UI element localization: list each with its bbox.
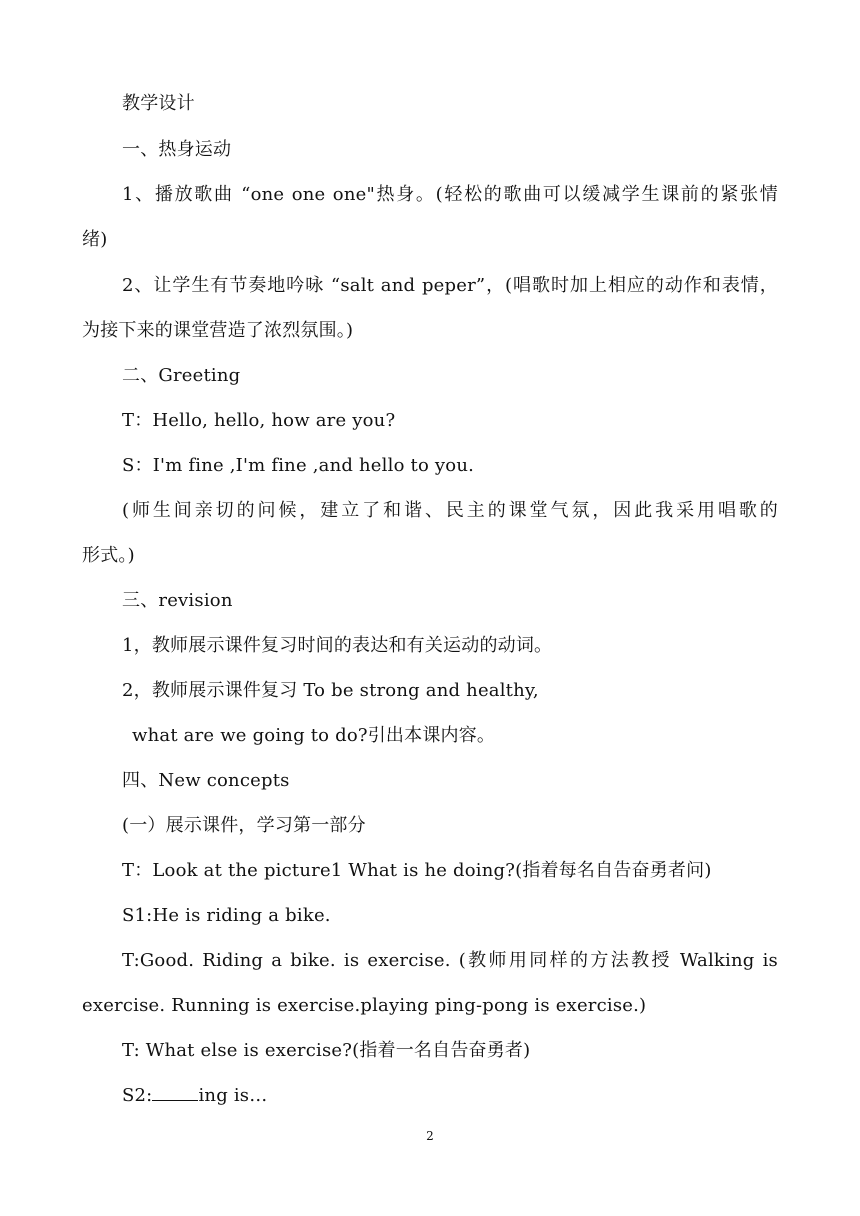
dialogue-teacher-else: T: What else is exercise?(指着一名自告奋勇者)	[122, 1040, 531, 1061]
fill-in-blank	[152, 1084, 198, 1101]
heading-teaching-design: 教学设计	[122, 93, 195, 114]
page-number: 2	[426, 1129, 434, 1143]
subsection-part-one: (一）展示课件，学习第一部分	[122, 815, 366, 836]
paragraph-chant-line-1: 2、让学生有节奏地吟咏 “salt and peper”，(唱歌时加上相应的动作和表情，	[122, 275, 778, 296]
section-new-concepts: 四、New concepts	[122, 770, 290, 791]
dialogue-student-blank	[122, 1084, 267, 1108]
revision-item-2: 2，教师展示课件复习 To be strong and healthy,	[122, 680, 539, 701]
section-warm-up: 一、热身运动	[122, 139, 232, 160]
revision-question: what are we going to do?引出本课内容。	[132, 725, 496, 746]
dialogue-teacher-picture: T：Look at the picture1 What is he doing?(指着每名自告奋勇者问)	[122, 860, 712, 881]
student-two-label: S2:	[122, 1085, 153, 1106]
section-greeting: 二、Greeting	[122, 365, 241, 386]
paragraph-exercise-line-2: exercise. Running is exercise.playing ping-pong is exercise.)	[82, 995, 647, 1016]
dialogue-student-riding: S1:He is riding a bike.	[122, 905, 331, 926]
paragraph-song-line-1: 1、播放歌曲 “one one one"热身。(轻松的歌曲可以缓减学生课前的紧张情	[122, 184, 778, 205]
paragraph-greeting-note-line-2: 形式。)	[82, 545, 135, 566]
section-revision: 三、revision	[122, 590, 233, 611]
revision-item-1: 1，教师展示课件复习时间的表达和有关运动的动词。	[122, 635, 553, 656]
paragraph-song-line-2: 绪)	[82, 229, 108, 250]
dialogue-student-greeting: S：I'm fine ,I'm fine ,and hello to you.	[122, 455, 475, 476]
dialogue-teacher-greeting: T：Hello, hello, how are you?	[122, 410, 396, 431]
paragraph-exercise-line-1: T:Good. Riding a bike. is exercise. (教师用同样的方法教授 Walking is	[122, 950, 778, 971]
paragraph-chant-line-2: 为接下来的课堂营造了浓烈氛围。)	[82, 320, 354, 341]
student-two-response: ing is…	[198, 1085, 268, 1106]
paragraph-greeting-note-line-1: (师生间亲切的问候，建立了和谐、民主的课堂气氛，因此我采用唱歌的	[122, 500, 778, 521]
